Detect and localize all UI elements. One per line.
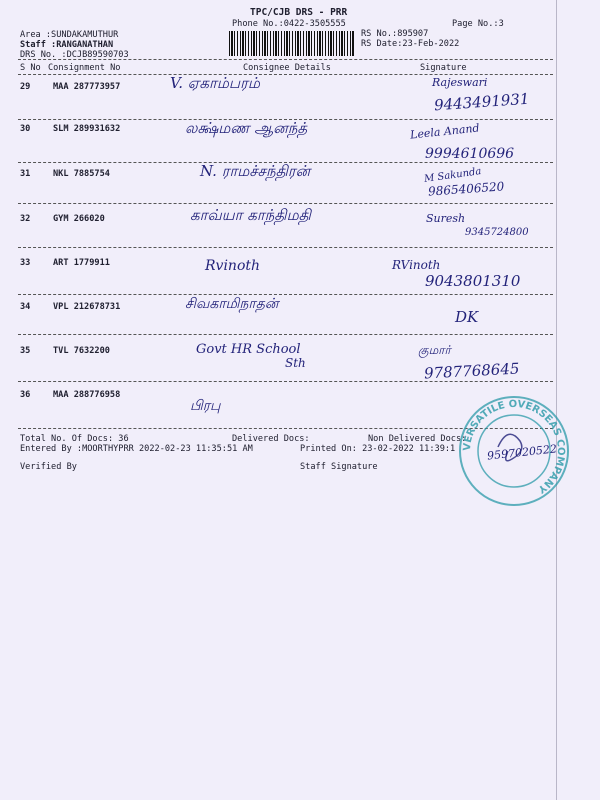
staff-signature: Staff Signature [300,462,378,472]
row-sno: 29 [20,82,31,92]
row-consignment: MAA 287773957 [53,82,121,92]
handwritten-signature: DK [455,308,479,326]
divider [18,74,553,75]
row-consignment: TVL 7632200 [53,346,110,356]
divider [18,334,553,335]
handwritten-signature: Rajeswari [432,76,488,89]
col-consignment: Consignment No [48,63,121,73]
drs-number: DRS No. :DCJB89590703 [20,50,129,60]
entered-by: Entered By :MOORTHYPRR 2022-02-23 11:35:51 AM [20,444,253,454]
handwritten-name: Govt HR School [196,342,301,357]
handwritten-name: V. ஏகாம்பரம் [170,74,260,92]
divider [18,247,553,248]
col-signature: Signature [420,63,467,73]
rs-number: RS No.:895907 [361,29,429,39]
area-label: Area :SUNDAKAMUTHUR [20,30,119,40]
row-consignment: VPL 212678731 [53,302,121,312]
staff-label: Staff :RANGANATHAN [20,40,114,50]
barcode-image [229,31,355,56]
handwritten-name: சிவகாமிநாதன் [185,296,279,312]
row-consignment: SLM 289931632 [53,124,121,134]
row-sno: 30 [20,124,31,134]
row-sno: 34 [20,302,31,312]
handwritten-phone: 9345724800 [465,227,529,238]
handwritten-phone: 9994610696 [425,146,515,162]
total-docs: Total No. Of Docs: 36 [20,434,129,444]
col-consignee-details: Consignee Details [243,63,331,73]
handwritten-phone: 9597020522 [486,442,558,463]
handwritten-name: காவ்யா காந்திமதி [190,206,311,224]
divider [18,203,553,204]
phone-number: Phone No.:0422-3505555 [232,19,346,29]
non-delivered-docs: Non Delivered Docs: [368,434,467,444]
row-sno: 32 [20,214,31,224]
row-sno: 31 [20,169,31,179]
row-consignment: GYM 266020 [53,214,105,224]
delivered-docs: Delivered Docs: [232,434,310,444]
handwritten-signature: M Sakunda [423,166,483,185]
row-sno: 36 [20,390,31,400]
row-consignment: ART 1779911 [53,258,110,268]
printed-on: Printed On: 23-02-2022 11:39:1 [300,444,456,454]
handwritten-signature: Leela Anand [409,121,481,142]
handwritten-name-line2: Sth [285,356,306,370]
divider [18,59,553,60]
row-consignment: MAA 288776958 [53,390,121,400]
handwritten-name: N. ராமச்சந்திரன் [200,162,311,180]
rs-date: RS Date:23-Feb-2022 [361,39,460,49]
handwritten-phone: 9787768645 [423,359,520,383]
handwritten-signature: RVinoth [392,258,441,272]
handwritten-signature: Suresh [426,212,466,225]
divider [18,381,553,382]
row-sno: 33 [20,258,31,268]
handwritten-phone: 9865406520 [427,179,505,199]
stamp-text: VERSATILE OVERSEAS COMPANY [461,398,567,495]
document-title: TPC/CJB DRS - PRR [250,7,348,18]
verified-by: Verified By [20,462,77,472]
page-number: Page No.:3 [452,19,504,29]
handwritten-signature: குமார் [418,343,451,357]
divider [18,294,553,295]
col-sno: S No [20,63,41,73]
handwritten-phone: 9443491931 [433,89,530,115]
handwritten-name: Rvinoth [205,258,261,274]
row-consignment: NKL 7885754 [53,169,110,179]
handwritten-name: லக்ஷ்மண ஆனந்த் [185,119,308,137]
row-sno: 35 [20,346,31,356]
handwritten-name: பிரபு [190,398,221,414]
handwritten-phone: 9043801310 [425,272,521,290]
